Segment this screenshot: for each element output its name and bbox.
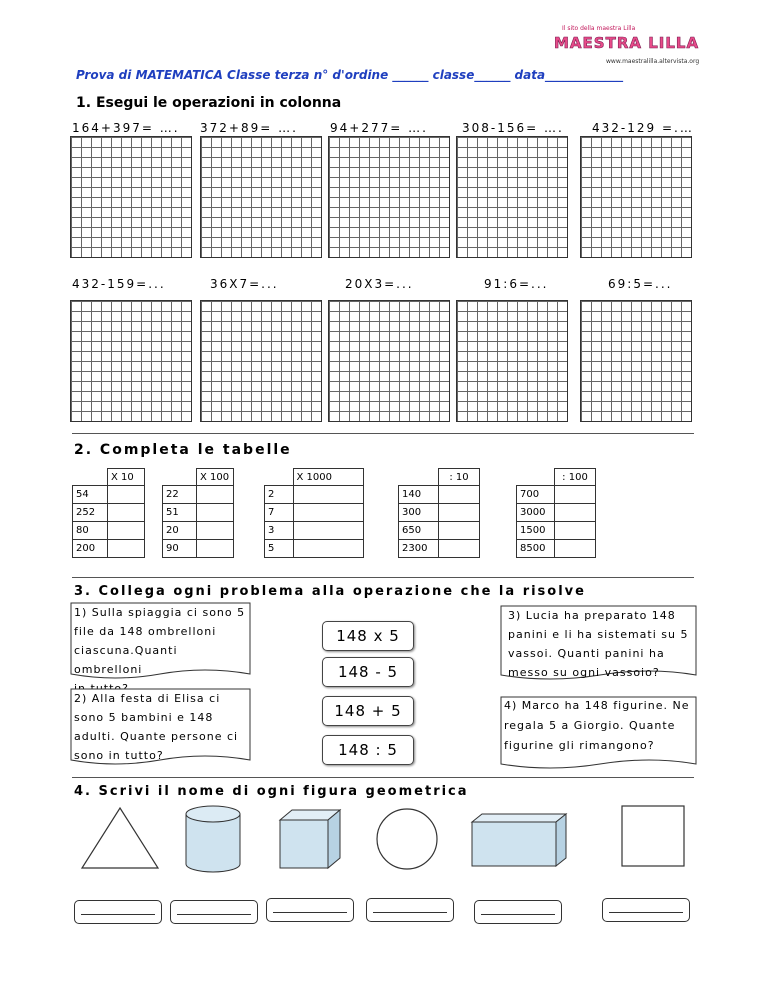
answer-line [177,914,251,915]
answer-cell[interactable] [555,504,596,522]
table-header: X 100 [197,469,234,486]
operation: 36X7=... [210,277,279,291]
table-cell: 5 [265,540,294,558]
column-grid[interactable] [456,300,568,422]
operation: 432-159=... [72,277,166,291]
table-cell: 90 [163,540,197,558]
operation-option[interactable]: 148 - 5 [322,657,414,687]
answer-cell[interactable] [293,540,364,558]
table-header: X 10 [108,469,145,486]
problem-1[interactable] [74,603,250,698]
answer-line [81,914,155,915]
answer-cell[interactable] [555,522,596,540]
column-grid[interactable] [70,300,192,422]
problem-line: adulti. Quante persone ci [74,730,239,743]
section3-title: 3. Collega ogni problema alla operazione che la risolve [74,584,586,599]
operation-option[interactable]: 148 x 5 [322,621,414,651]
table-cell: 2300 [399,540,439,558]
section2-title: 2. Completa le tabelle [74,442,292,458]
table-cell: 8500 [517,540,555,558]
table-div100 [516,468,596,558]
divider [72,433,694,434]
problem-line: 1) Sulla spiaggia ci sono 5 [74,606,246,619]
answer-cell[interactable] [197,540,234,558]
table-header: : 100 [555,469,596,486]
answer-cell[interactable] [108,486,145,504]
problem-line: figurine gli rimangono? [504,739,655,752]
table-cell: 700 [517,486,555,504]
answer-cell[interactable] [439,504,480,522]
operation: 69:5=... [608,277,673,291]
table-div10 [398,468,480,558]
logo [548,24,698,70]
problem-line: 3) Lucia ha preparato 148 [508,609,676,622]
column-grid[interactable] [580,300,692,422]
answer-box-prism[interactable] [474,900,562,924]
problem-line: panini e li ha sistemati su 5 [508,628,689,641]
section1-number: 1. [76,95,92,111]
table-x10 [72,468,145,558]
operation: 20X3=... [345,277,414,291]
problem-line: sono 5 bambini e 148 [74,711,214,724]
answer-line [273,912,347,913]
operation: 372+89= …. [200,121,298,135]
answer-cell[interactable] [108,540,145,558]
answer-cell[interactable] [555,486,596,504]
problem-line: file da 148 ombrelloni [74,625,217,638]
table-cell: 54 [73,486,108,504]
column-grid[interactable] [456,136,568,258]
operation: 94+277= …. [330,121,428,135]
table-cell: 300 [399,504,439,522]
answer-cell[interactable] [197,522,234,540]
table-cell: 200 [73,540,108,558]
circle-shape [374,806,440,872]
column-grid[interactable] [580,136,692,258]
logo-title: MAESTRA LILLA [554,34,700,52]
answer-cell[interactable] [439,486,480,504]
answer-box-triangle[interactable] [74,900,162,924]
table-header: X 1000 [293,469,364,486]
operation-option[interactable]: 148 : 5 [322,735,414,765]
answer-line [373,912,447,913]
answer-cell[interactable] [108,522,145,540]
answer-cell[interactable] [555,540,596,558]
table-cell: 7 [265,504,294,522]
column-grid[interactable] [328,136,450,258]
table-cell: 22 [163,486,197,504]
table-cell: 650 [399,522,439,540]
square-shape [620,804,686,868]
answer-cell[interactable] [293,504,364,522]
problem-line: vassoi. Quanti panini ha [508,647,665,660]
table-cell: 140 [399,486,439,504]
test-header: Prova di MATEMATICA Classe terza n° d'ordine ______ classe______ data_____________ [76,68,624,82]
table-cell: 3000 [517,504,555,522]
answer-cell[interactable] [108,504,145,522]
answer-box-square[interactable] [602,898,690,922]
answer-box-cylinder[interactable] [170,900,258,924]
section4-title: 4. Scrivi il nome di ogni figura geometrica [74,784,469,799]
divider [72,777,694,778]
table-header: : 10 [439,469,480,486]
operation: 164+397= …. [72,121,180,135]
answer-cell[interactable] [439,540,480,558]
answer-cell[interactable] [293,486,364,504]
answer-cell[interactable] [197,504,234,522]
problem-line: sono in tutto? [74,749,164,762]
problem-line: 4) Marco ha 148 figurine. Ne [504,699,690,712]
answer-cell[interactable] [293,522,364,540]
problem-4[interactable] [504,696,694,756]
table-cell: 1500 [517,522,555,540]
column-grid[interactable] [70,136,192,258]
answer-cell[interactable] [439,522,480,540]
logo-url: www.maestralilla.altervista.org [606,58,700,65]
table-cell: 80 [73,522,108,540]
table-cell: 2 [265,486,294,504]
problem-line: regala 5 a Giorgio. Quante [504,719,676,732]
operation: 432-129 =.… [592,121,694,135]
problem-2[interactable] [74,689,250,765]
answer-cell[interactable] [197,486,234,504]
table-cell: 20 [163,522,197,540]
section1-title: Esegui le operazioni in colonna [95,95,342,111]
logo-tagline: Il sito della maestra Lilla [562,25,636,32]
answer-line [609,912,683,913]
table-cell: 3 [265,522,294,540]
answer-line [481,914,555,915]
section1-heading [76,95,341,111]
table-cell: 51 [163,504,197,522]
problem-3[interactable] [508,606,694,682]
divider [72,577,694,578]
table-x1000 [264,468,364,558]
problem-line: messo su ogni vassoio? [508,666,660,679]
cube-shape [278,808,342,870]
column-grid[interactable] [200,136,322,258]
rectangular-prism-shape [470,812,568,868]
problem-line: 2) Alla festa di Elisa ci [74,692,221,705]
table-x100 [162,468,234,558]
answer-box-cube[interactable] [266,898,354,922]
operation-option[interactable]: 148 + 5 [322,696,414,726]
triangle-shape [80,806,160,870]
operation: 308-156= …. [462,121,564,135]
operation: 91:6=... [484,277,549,291]
column-grid[interactable] [328,300,450,422]
problem-line: ciascuna.Quanti ombrelloni [74,644,178,676]
column-grid[interactable] [200,300,322,422]
cylinder-shape [184,804,242,874]
table-cell: 252 [73,504,108,522]
answer-box-circle[interactable] [366,898,454,922]
